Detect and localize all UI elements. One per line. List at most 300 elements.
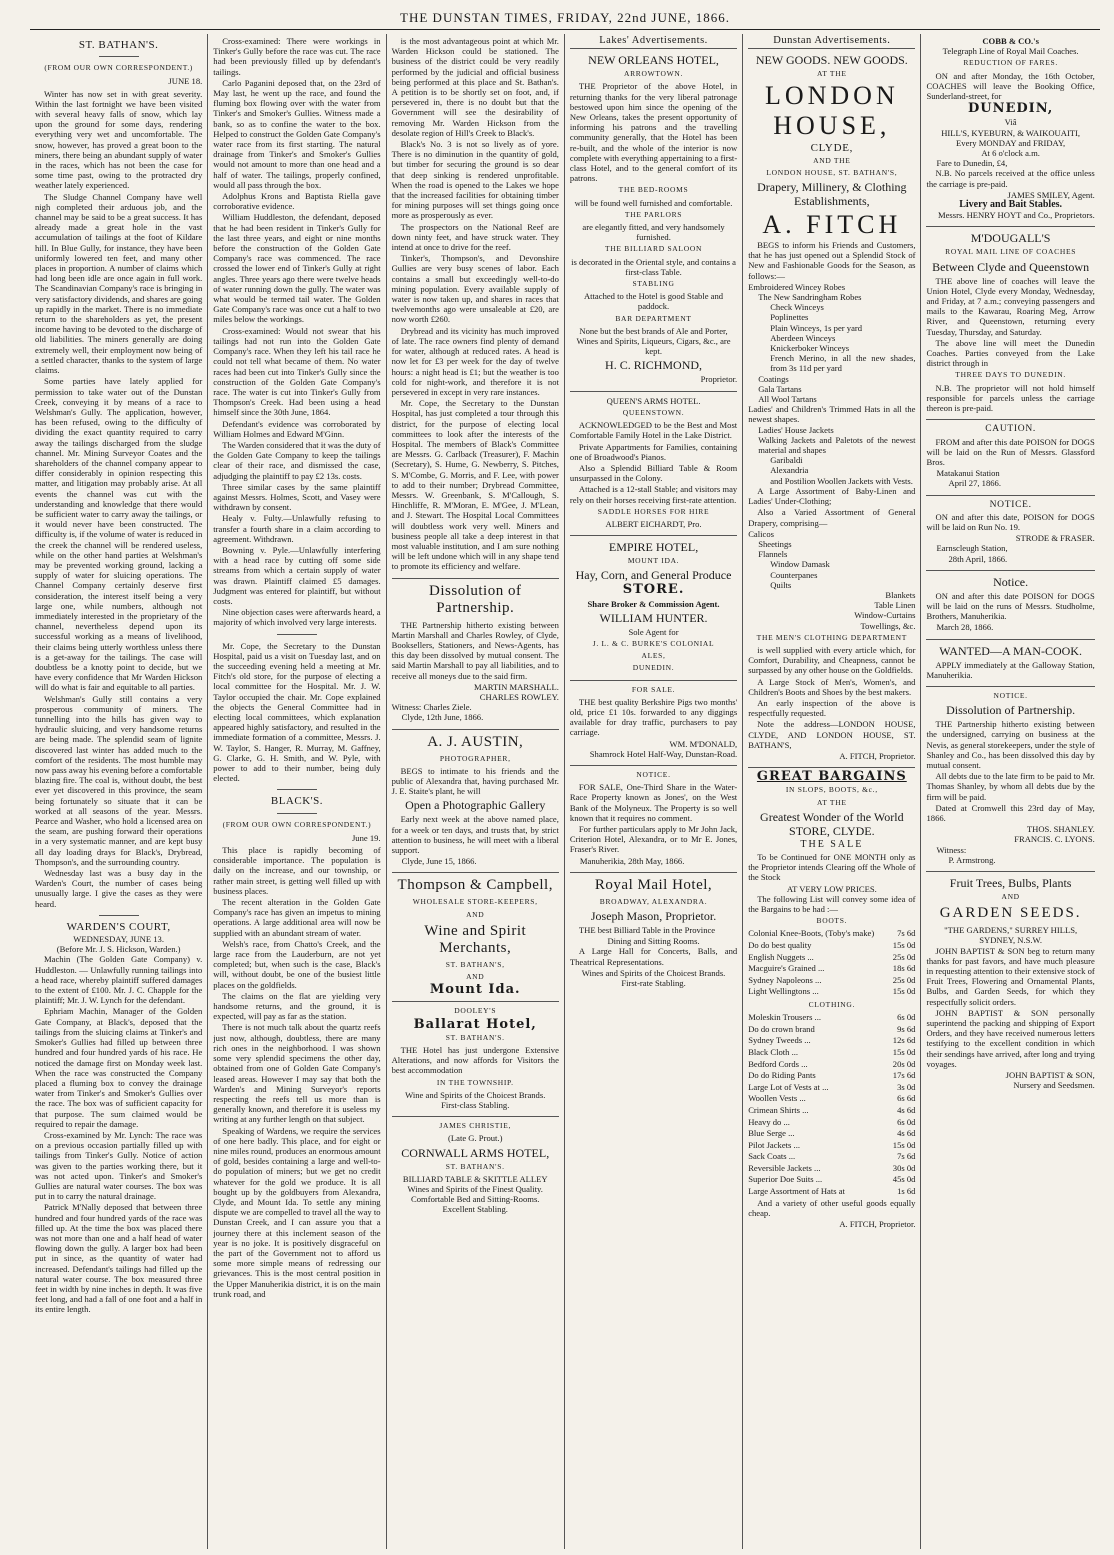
ad-body: N.B. The proprietor will not hold himself responsible for parcels unless the carriage thereon is pre-paid. xyxy=(926,382,1095,414)
price-item: Do do best quality xyxy=(748,940,812,950)
ad-witness: P. Armstrong. xyxy=(948,854,996,865)
ad-body: And a variety of other useful goods equally cheap. xyxy=(748,1197,916,1218)
ad-heading: H. C. RICHMOND, xyxy=(605,358,703,373)
price-list-clothing xyxy=(748,1012,915,1198)
ad-signature: Nursery and Seedsmen. xyxy=(1013,1080,1095,1091)
price-item: Light Wellingtons ... xyxy=(748,986,819,997)
divider xyxy=(99,56,139,57)
list-item: Aberdeen Winceys xyxy=(770,332,836,343)
ad-subheading: MOUNT IDA. xyxy=(627,556,680,566)
paragraph: Cross-examined: There were workings in Tinker's Gully before the race was cut. The race had been previously filled up by defendant's tailings. xyxy=(213,36,381,77)
ad-date: Manuherikia, 28th May, 1866. xyxy=(579,855,685,866)
ad-subheading: THE MEN'S CLOTHING DEPARTMENT xyxy=(756,632,907,642)
ad-line: First-class Stabling. xyxy=(441,1100,510,1111)
table-row xyxy=(748,963,915,975)
ad-body: A Large Hall for Concerts, Balls, and Theatrical Representations. xyxy=(569,946,738,967)
ad-line: ALBERT EICHARDT, Pro. xyxy=(605,518,702,529)
divider xyxy=(277,813,317,814)
price-item: Sydney Napoleons ... xyxy=(748,974,822,985)
price-item: Do do crown brand xyxy=(748,1023,815,1034)
price-value: 20s 0d xyxy=(892,1058,916,1069)
ad-heading: GREAT BARGAINS xyxy=(756,769,907,785)
ad-subheading: ALES, xyxy=(641,651,666,661)
ad-subheading: CAUTION. xyxy=(985,424,1036,435)
table-row xyxy=(748,1105,915,1117)
ad-body: An early inspection of the above is respectfully requested. xyxy=(748,697,916,719)
ad-subheading: ST. BATHAN'S. xyxy=(445,1161,505,1171)
ad-heading: A. FITCH xyxy=(762,210,902,240)
ad-subheading: AT THE xyxy=(817,797,847,807)
paragraph: Defendant's evidence was corroborated by William Holmes and Edward M'Ginn. xyxy=(213,418,381,439)
dateline: June 19. xyxy=(351,832,381,843)
price-item: Do do Riding Pants xyxy=(748,1070,816,1081)
price-item: Reversible Jackets ... xyxy=(748,1162,821,1173)
column-1 xyxy=(30,34,208,1549)
price-value: 1s 6d xyxy=(897,1186,916,1197)
ad-line: None but the best brands of Ale and Porter, Wines and Spirits, Liqueurs, Cigars, &c., are kept. xyxy=(576,325,731,357)
table-row xyxy=(748,1163,915,1175)
price-item: Blue Serge ... xyxy=(748,1128,795,1139)
ad-signature: Proprietor. xyxy=(700,374,738,385)
table-row xyxy=(748,1035,915,1047)
ad-heading: LONDON HOUSE, xyxy=(764,81,899,141)
ad-body: Note the address—LONDON HOUSE, CLYDE, AND LONDON HOUSE, ST. BATHAN'S, xyxy=(748,719,916,750)
paragraph: Bowning v. Pyle.—Unlawfully interfering with a head race by cutting off some side streams from which a certain supply of water was drawn. Plaintiff claimed £5 damages. Judgment was entered for plaintiff, but without costs. xyxy=(213,544,381,606)
ad-subheading: BROADWAY, ALEXANDRA. xyxy=(599,896,708,906)
paragraph: Ephriam Machin, Manager of the Golden Gate Company, at Black's, deposed that the tailings from the sluicing claims at Tinker's and Smoker's Gullies had filled up between three hundred and four hundred yards of his race. He noticed the damage first on Monday week last. When the race was constructed the Company placed a fluming box to convey the drainage water from Tinker's and Smoker's Gullies over the race. The box was of sufficient capacity for that purpose. The sum claimed would be required to repair the damage. xyxy=(35,1006,203,1129)
ad-subheading: AND THE xyxy=(813,155,851,165)
ad-body: Dated at Cromwell this 23rd day of May, 1866. xyxy=(926,802,1095,823)
price-item: Large Lot of Vests at ... xyxy=(748,1081,829,1092)
ad-signature: WM. M'DONALD, xyxy=(669,738,738,749)
price-value: 30s 0d xyxy=(892,1162,916,1173)
ad-line: are elegantly fitted, and very handsomely furnished. xyxy=(582,222,725,243)
ad-body: Also a Splendid Billiard Table & Room unsurpassed in the Colony. xyxy=(569,462,738,484)
price-value: 25s 0d xyxy=(892,951,916,962)
ad-body: FOR SALE, One-Third Share in the Water-Race Property known as Jones', on the West Bank of the Molyneux. The Property is so well known that it requires no comment. xyxy=(569,782,738,823)
ad-body: Attached is a 12-stall Stable; and visitors may rely on their horses receiving first-rate attention. xyxy=(569,484,738,505)
ad-body: THE Partnership hitherto existing between Martin Marshall and Charles Rowley, of Clyde, Booksellers, Stationers, and News-Agents, has this day been dissolved by mutual consent. The said Martin Marshall to pay all liabilities, and to receive all moneys due to the said firm. xyxy=(391,619,559,681)
paragraph: Three similar cases by the same plaintiff against Messrs. Holmes, Scott, and Vasey were withdrawn by consent. xyxy=(213,481,381,513)
ad-line: BILLIARD TABLE & SKITTLE ALLEY xyxy=(402,1173,548,1184)
ad-date: 28th April, 1866. xyxy=(948,553,1008,564)
ad-heading: Hay, Corn, and General Produce xyxy=(575,568,732,583)
ad-heading: NEW GOODS. NEW GOODS. xyxy=(755,53,908,68)
paragraph: Machin (The Golden Gate Company) v. Huddleston. — Unlawfully running tailings into a head race, whereby plaintiff suffered damages to the extent of £100. Mr. J. C. Chapple for the plaintiff; Mr. J. W. Lynch for the defendant. xyxy=(35,954,203,1006)
ad-heading: Drapery, Millinery, & Clothing Establishments, xyxy=(757,180,907,209)
ad-line: Sole Agent for xyxy=(628,626,679,637)
price-value: 17s 6d xyxy=(892,1070,916,1081)
ad-signature: JOHN BAPTIST & SON, xyxy=(1005,1070,1095,1081)
ad-body: ON and after this date, POISON for DOGS will be laid on Run No. 19. xyxy=(926,511,1095,532)
list-item: Coatings xyxy=(758,373,789,384)
ad-signature: THOS. SHANLEY. xyxy=(1026,824,1095,835)
ad-line: "THE GARDENS," SURREY HILLS, SYDNEY, N.S.W. xyxy=(944,925,1078,946)
ad-line: Dining and Sitting Rooms. xyxy=(607,936,700,947)
paragraph: Drybread and its vicinity has much improved of late. The race owners find plenty of demand for water, although at reduced rates. A head is now let for £3 per week for the day of twelve hours: a night head is £1; but the weather is too cold for night-work, and therefore it is not persevered in except in very rare instances. xyxy=(391,325,559,397)
list-item: Ladies' House Jackets xyxy=(758,424,834,435)
ad-heading: Open a Photographic Gallery xyxy=(405,798,546,813)
list-item: Plain Winceys, 1s per yard xyxy=(770,322,863,333)
divider xyxy=(392,872,559,873)
paragraph: Cross-examined: Would not swear that his tailings had not run into the Golden Gate Company's race. When they left his tail race he could not tell what became of them. No water races had been cut into Tinker's Gully since the construction of the Golden Gate Company's race. The water is cut into Tinker's Gully from Thompson's Creek. Had been using a head himself since the 30th June, 1864. xyxy=(213,325,381,418)
paragraph: Wednesday last was a busy day in the Warden's Court, the number of cases being unusually large. I give the cases as they were heard. xyxy=(35,868,203,909)
list-item: Garibaldi xyxy=(770,455,803,466)
table-row xyxy=(748,1047,915,1059)
ad-body: FROM and after this date POISON for DOGS will be laid on the Run of Messrs. Glassford Bros. xyxy=(926,436,1095,467)
ad-line: (Late G. Prout.) xyxy=(448,1133,503,1144)
ad-heading: M'DOUGALL'S xyxy=(970,231,1051,246)
price-value: 6s 6d xyxy=(897,1093,916,1104)
paragraph: Healy v. Fulty.—Unlawfully refusing to transfer a fourth share in a claim according to agreement. Withdrawn. xyxy=(213,513,381,544)
ad-body: BEGS to inform his Friends and Customers, that he has just opened out a Splendid Stock of New and Fashionable Goods for the Season, as follows:— xyxy=(748,240,916,281)
price-item: Black Cloth ... xyxy=(748,1046,799,1057)
ad-body: is well supplied with every article which, for Comfort, Durability, and Cheapness, cannot be surpassed by any other house on the Goldfields. xyxy=(748,644,916,676)
ad-subheading: THREE DAYS TO DUNEDIN. xyxy=(955,370,1066,380)
price-item: Sack Coats ... xyxy=(748,1151,796,1162)
price-item: English Nuggets ... xyxy=(748,951,814,962)
ad-subheading: THE BILLIARD SALOON xyxy=(605,244,703,254)
ad-subheading: DUNEDIN. xyxy=(632,663,675,673)
ad-body: THE best quality Berkshire Pigs two months' old, price £1 10s. forwarded to any diggings available for dray traffic, purchasers to pay carriage. xyxy=(569,696,738,738)
list-item: Sheetings xyxy=(758,538,792,549)
table-row xyxy=(748,975,915,987)
paragraph: Cross-examined by Mr. Lynch: The race was on a previous occasion partially filled up with tailings from Tinker's Gully. Notice of action was given to the parties working there, but it was not acted upon. Tinker's and Smoker's Gullies are natural water courses. The box was put in to carry the natural drainage. xyxy=(35,1129,203,1202)
ad-heading: DUNEDIN, xyxy=(967,101,1054,117)
ad-line: Every MONDAY and FRIDAY, xyxy=(956,137,1066,148)
ad-heading: Share Broker & Commission Agent. xyxy=(587,598,720,609)
ad-heading: Dissolution of Partnership. xyxy=(429,582,522,616)
list-item: Quilts xyxy=(770,579,792,590)
paragraph: Welsh's race, from Chatto's Creek, and the large race from the Lauderburn, are not yet completed; but, when such is the case, Black's will, without doubt, be one of the busiest little places on the goldfields. xyxy=(213,938,381,990)
price-value: 4s 6d xyxy=(897,1104,916,1115)
divider xyxy=(570,680,737,681)
divider xyxy=(570,765,737,766)
ad-heading: GARDEN SEEDS. xyxy=(939,905,1082,922)
ad-line: Earnscleugh Station, xyxy=(936,543,1008,554)
ad-subheading: PHOTOGRAPHER, xyxy=(439,753,511,763)
ad-heading: Fruit Trees, Bulbs, Plants xyxy=(949,876,1072,890)
paragraph: Tinker's, Thompson's, and Devonshire Gullies are very busy scenes of labor. Each contains a small but exceedingly well-to-do mining population. Every available supply of water is now taken up, and shares in races that twelvemonths ago were unsaleable at £20, are now worth £260. xyxy=(391,253,559,325)
ad-witness: Witness: xyxy=(936,844,967,855)
ad-body: To be Continued for ONE MONTH only as the Proprietor intends Clearing off the Whole of the Stock xyxy=(748,851,916,883)
paragraph: Welshman's Gully still contains a very prosperous community of miners. The tunnelling into the hills has given way to hydraulic sluicing, and very handsome returns are being made. The splendid seam of lignite discovered last winter has added much to the comfort of the residents. The most humble may now pass away his evening before a comfortable blazing fire. The coal is, without doubt, the best ever yet discovered in this province, the seam being fortunately so situate that it can be worked at all seasons of the year. Messrs. Pearce and Washer, who hold a licensed area on the seam, are pushing forward their operations in a very systematic manner, and are kept busy all day loading drays for Black's, Drybread, Thompson's, and the surrounding country. xyxy=(35,693,203,867)
ad-line: First-rate Stabling. xyxy=(621,978,686,989)
paragraph: There is not much talk about the quartz reefs just now, although, doubtless, there are many rich ones in the neighborhood. I was shown some very splendid specimens the other day, obtained from one of Golden Gate Company's leased areas. However I may say that both the Warden's and Mining Surveyor's reports respecting the reefs tell us more than is generally known, and therefore it is useless my writing at any further length on that subject. xyxy=(213,1022,381,1125)
ad-body: Also a Varied Assortment of General Drapery, comprising— xyxy=(748,507,916,528)
ad-line: is decorated in the Oriental style, and contains a first-class Table. xyxy=(571,256,736,277)
ad-subheading: LONDON HOUSE, ST. BATHAN'S, xyxy=(766,167,898,177)
list-item: All Wool Tartans xyxy=(758,394,817,405)
list-item: Towellings, &c. xyxy=(860,620,916,631)
list-item: Counterpanes xyxy=(770,569,818,580)
divider xyxy=(570,391,737,392)
column-4 xyxy=(565,34,743,1549)
paragraph: The Sludge Channel Company have well nigh completed their arduous job, and the channel may be said to be a great success. It has already made a great hole in the vast accumulation of tailings at the foot of Kildare hill. In Blue Gully, for instance, they have been uniformly lowered ten feet, and many other places in proportion. A number of claims which had long been idle are once again in full work. The Scandinavian Company's race is bringing in very satisfactory dividends, and shares are going up rapidly in the market. There is no immediate return to the shareholders as yet, the present income having to be devoted to the discharge of old liabilities. The miners generally are doing extremely well, their employment now being of a settled character, thanks to the system of large claims. xyxy=(35,191,203,376)
table-row xyxy=(748,1024,915,1036)
newspaper-columns xyxy=(30,34,1100,1549)
ad-body: ON and after Monday, the 16th October, COACHES will leave the Booking Office, Sunderland-street, for xyxy=(926,70,1095,102)
column-6 xyxy=(921,34,1099,1549)
price-value: 15s 0d xyxy=(892,986,916,997)
ad-heading: Royal Mail Hotel, xyxy=(594,876,713,893)
dateline: WEDNESDAY, JUNE 13. xyxy=(73,934,164,945)
paragraph: is the most advantageous point at which Mr. Warden Hickson could be stationed. The business of the district could be very readily performed by the judicial and official business being performed at this place and St. Bathan's. A petition is to be shortly set on foot, and, if persevered in, there is no doubt but that the Government will see the desirability of removing Mr. Warden Hickson from the desolate region of Hill's Creek to Black's. xyxy=(391,36,559,138)
ad-subheading: BAR DEPARTMENT xyxy=(615,313,692,323)
ad-subheading: NOTICE. xyxy=(636,769,671,779)
table-row xyxy=(748,1128,915,1140)
price-item: Large Assortment of Hats at xyxy=(748,1186,845,1197)
ad-subheading: FOR SALE. xyxy=(631,684,676,694)
table-row xyxy=(748,986,915,998)
price-list-boots xyxy=(748,928,915,998)
ad-body: BEGS to intimate to his friends and the public of Alexandra that, having purchased Mr. J. E. Staite's plant, he will xyxy=(391,765,559,797)
list-item: Blankets xyxy=(885,589,916,600)
ad-date: April 27, 1866. xyxy=(948,478,1001,489)
table-row xyxy=(748,952,915,964)
ad-subheading: ST. BATHAN'S, xyxy=(445,959,505,969)
section-heading: Dunstan Advertisements. xyxy=(748,36,915,49)
ad-body: JOHN BAPTIST & SON beg to return many thanks for past favors, and have much pleasure in requesting attention to their extensive stock of Fruit Trees, Flowering and Ornamental Plants, Bulbs, and Garden Seeds, for which they respectfully solicit orders. xyxy=(926,945,1095,1007)
ad-date: Clyde, 12th June, 1866. xyxy=(401,712,484,723)
ad-line: Wines and Spirits of the Choicest Brands. xyxy=(581,967,726,978)
dateline: JUNE 18. xyxy=(168,76,203,87)
list-item: Embroidered Wincey Robes xyxy=(748,281,846,292)
price-value: 4s 6d xyxy=(897,1128,916,1139)
paragraph: Black's No. 3 is not so lively as of yore. There is no diminution in the quantity of gold, but timber for securing the ground is so dear that deep sinking is rendered unprofitable. When the road is opened to the Lakes we hope that the increased facilities for obtaining timber for mining purposes will set things going once more as prosperously as ever. xyxy=(391,139,559,221)
divider xyxy=(926,639,1094,640)
ad-witness: Witness: Charles Ziele. xyxy=(391,702,472,713)
ad-subheading: QUEENSTOWN. xyxy=(622,407,685,417)
ad-body: THE above line of coaches will leave the Union Hotel, Clyde every Monday, Wednesday, and Friday, at 7 a.m.; conveying passengers and mails to the Kawarau, Roaring Meg, Arrow River, and Queenstown, returning every Tuesday, Thursday, and Saturday. xyxy=(926,275,1095,337)
list-item: Check Winceys xyxy=(770,302,824,313)
list-item: Window-Curtains xyxy=(854,610,916,621)
divider xyxy=(392,578,559,579)
ad-subheading: THE BED-ROOMS xyxy=(618,185,689,195)
ad-subheading: AT THE xyxy=(817,69,847,79)
ad-body: ACKNOWLEDGED to be the Best and Most Comfortable Family Hotel in the Lake District. xyxy=(569,420,738,441)
ad-heading: Greatest Wonder of the World STORE, CLYDE. xyxy=(760,809,904,838)
ad-date: Clyde, June 15, 1866. xyxy=(401,856,477,867)
list-item: Poplinettes xyxy=(770,312,809,323)
paragraph: Winter has now set in with great severity. Within the last fortnight we have been visited with several heavy falls of snow, which lay upon the ground for some days, rendering everything very wet and uncomfortable. The snow, however, has proved a great boon to the miners, there being an abundant supply of water in the races, which has not been the case for some time past, owing to the protracted dry weather lately experienced. xyxy=(35,88,203,191)
divider xyxy=(926,495,1094,496)
ad-subheading: STABLING xyxy=(632,279,675,289)
ad-heading: A. J. AUSTIN, xyxy=(427,733,524,750)
ad-subheading: J. L. & C. BURKE'S COLONIAL xyxy=(592,638,715,648)
article-heading: BLACK'S. xyxy=(270,795,324,808)
ad-subheading: REDUCTION OF FARES. xyxy=(963,58,1058,68)
list-item: Window Damask xyxy=(770,559,830,570)
divider xyxy=(926,570,1094,571)
ad-subheading: ROYAL MAIL LINE OF COACHES xyxy=(945,247,1077,257)
ad-line: will be found well furnished and comfortable. xyxy=(574,197,733,208)
ad-subheading: BOOTS. xyxy=(816,916,848,926)
ad-signature: JAMES SMILEY, Agent. xyxy=(1007,189,1095,200)
ad-signature: FRANCIS. C. LYONS. xyxy=(1014,834,1095,845)
ad-heading: Thompson & Campbell, xyxy=(397,877,553,894)
column-2 xyxy=(208,34,386,1549)
divider xyxy=(926,419,1094,420)
ad-heading: Notice. xyxy=(993,574,1029,589)
table-row xyxy=(748,1174,915,1186)
ad-body: The above line will meet the Dunedin Coaches. Parties conveyed from the Lake district through in xyxy=(926,337,1095,369)
ad-signature: CHARLES ROWLEY. xyxy=(479,691,559,702)
paragraph: Some parties have lately applied for permission to take water out of the Dunstan Creek, conveying it by means of a race to Welshman's Gully. The application, however, has been refused, owing to the difficulty of dividing the exact quantity required to carry away the tailings discharged from the sludge channel. Mr. Mining Surveyor Coates and the shareholders of the channel company appear to differ considerably in opinion respecting this matter, and litigation may probably arise. At all events the channel was cut with the understanding and knowledge that there would be sufficient water to carry away the tailings, or it would never have been constructed. The difficulty is, if the volume of water is reduced in the creek the channel will be rendered useless, while on the other hand parties at Welshman's may be prevented working ground, lacking a supply of water for sluicing operations. The Channel Company certainly deserve first consideration, the interest itself being a very large one, while numbers, although not immediately interested in the proprietary of the channel, nevertheless depend upon its successful working as a means of livelihood, their claims being utterly worthless unless there is a get-away for the tailings. The case will doubtless be a knotty point to decide, but we have every confidence that Mr Warden Hickson will do what is fair and equitable to all parties. xyxy=(35,376,203,693)
divider xyxy=(277,789,317,790)
ad-line: At 6 o'clock a.m. xyxy=(981,148,1040,159)
paragraph: Mr. Cope, the Secretary to the Dunstan Hospital, has just completed a tour through this district, for the purpose of electing local committees to look after the interests of the Hospital. The members of Black's Committee are Messrs. G. Carlback (Treasurer), F. Machin (Secretary), S. Hume, G. Newberry, S. Pitches, S. M'Combe, G. Morris, and F. Lee, with power to add to their number; Drybread Committee, Messrs. W. Greenbank, S. M'Callough, S. Hinchliffe, R. M'Moran, E. M'Gee, J. M'Lean, and J. Stewart. The Hospital Local Committees will doubtless work very well. Miners and business people all take a deep interest in that most valuable institution, and I am sure nothing will be left undone which will in any shape tend to promote its efficiency and welfare. xyxy=(391,398,559,572)
ad-line: Fare to Dunedin, £4, xyxy=(936,158,1008,169)
ad-line: Wines and Spirits of the Finest Quality. xyxy=(407,1184,543,1195)
price-value: 12s 6d xyxy=(892,1035,916,1046)
ad-heading: Livery and Bait Stables. xyxy=(959,199,1063,211)
ad-subheading: SADDLE HORSES FOR HIRE xyxy=(597,506,710,516)
divider xyxy=(99,915,139,916)
divider xyxy=(392,1116,559,1117)
paragraph: This place is rapidly becoming of considerable importance. The population is daily on the increase, and our township, or rather main street, is getting well filled up with business places. xyxy=(213,845,381,896)
ad-body: THE Hotel has just undergone Extensive Alterations, and now affords for Visitors the best accommodation xyxy=(391,1045,559,1076)
list-item: Gala Tartans xyxy=(758,383,802,394)
price-item: Moleskin Trousers ... xyxy=(748,1012,822,1023)
price-item: Colonial Knee-Boots, (Toby's make) xyxy=(748,928,875,939)
ad-line: Comfortable Bed and Sitting-Rooms. xyxy=(411,1194,540,1205)
table-row xyxy=(748,1186,915,1198)
ad-body: N.B. No parcels received at the office unless the carriage is pre-paid. xyxy=(926,168,1095,189)
ad-subheading: CLYDE, xyxy=(810,142,854,155)
paragraph: William Huddleston, the defendant, deposed that he had been resident in Tinker's Gully for the last three years, and eight or nine months before the construction of the Golden Gate Company's race was commenced. The race crossed the lower end of Tinker's Gully at right angles. Three years ago there were twelve heads of water running down the gully. The water was what would be termed tail water. The Golden Gate Company's race was once cut a half to two miles below the workings. xyxy=(213,212,381,325)
ad-heading: Dissolution of Partnership. xyxy=(946,703,1076,718)
ad-body: All debts due to the late firm to be paid to Mr. Thomas Shanley, by whom all debts due by the firm will be paid. xyxy=(926,771,1095,802)
ad-subheading: WHOLESALE STORE-KEEPERS, xyxy=(412,897,538,907)
ad-signature: Messrs. HENRY HOYT and Co., Proprietors. xyxy=(937,210,1095,221)
ad-signature: MARTIN MARSHALL. xyxy=(473,681,559,692)
ad-subheading: CLOTHING. xyxy=(808,999,856,1009)
table-row xyxy=(748,1140,915,1152)
ad-subheading: THE PARLORS xyxy=(624,209,683,219)
court-before: (Before Mr. J. S. Hickson, Warden.) xyxy=(56,944,181,955)
ad-subheading: IN THE TOWNSHIP. xyxy=(436,1077,514,1087)
ad-signature: A. FITCH, Proprietor. xyxy=(839,750,916,761)
table-row xyxy=(748,928,915,940)
ad-heading: WANTED—A MAN-COOK. xyxy=(939,643,1082,658)
ad-body: Early next week at the above named place, for a week or ten days, and trusts that, by strict attention to business, he will meet with a liberal support. xyxy=(391,814,559,856)
list-item: and Postilion Woollen Jackets with Vests. xyxy=(770,475,913,486)
table-row xyxy=(748,1059,915,1071)
divider xyxy=(926,871,1094,872)
price-value: 7s 6d xyxy=(897,1151,916,1162)
ad-heading: Ballarat Hotel, xyxy=(413,1016,537,1032)
list-item: Calicos xyxy=(748,528,774,539)
list-item: Table Linen xyxy=(874,600,916,611)
list-item: Flannels xyxy=(758,549,788,560)
table-row xyxy=(748,1012,915,1024)
paragraph: The claims on the flat are yielding very handsome returns, and the ground, it is expected, will pay as far as the station. xyxy=(213,990,381,1022)
list-item: Walking Jackets and Paletots of the newest material and shapes xyxy=(758,434,916,456)
divider xyxy=(570,872,737,873)
table-row xyxy=(748,1070,915,1082)
ad-subheading: JAMES CHRISTIE, xyxy=(439,1121,512,1131)
ad-signature: STRODE & FRASER. xyxy=(1015,533,1095,544)
ad-body: JOHN BAPTIST & SON personally superintend the packing and shipping of Export Orders, and they have received numerous letters testifying to the excellent condition in which their sendings have arrived, after long and trying voyages. xyxy=(926,1007,1095,1069)
article-heading: WARDEN'S COURT, xyxy=(66,920,171,933)
ad-heading: NEW ORLEANS HOTEL, xyxy=(588,53,719,68)
ad-heading: Joseph Mason, Proprietor. xyxy=(590,909,717,923)
ad-line: Wine and Spirits of the Choicest Brands. xyxy=(405,1089,546,1100)
paragraph: The Warden considered that it was the duty of the Golden Gate Company to keep the tailings clear of their race, and dismissed the case, adjudging the plaintiff to pay £2 13s. costs. xyxy=(213,439,381,481)
table-row xyxy=(748,1117,915,1129)
ad-heading: EMPIRE HOTEL, xyxy=(608,540,699,555)
price-item: Pilot Jackets ... xyxy=(748,1139,800,1150)
ad-line: Viâ xyxy=(1004,117,1017,128)
price-value: 15s 0d xyxy=(892,1139,916,1150)
ad-subheading: THE SALE xyxy=(800,838,864,850)
byline: (FROM OUR OWN CORRESPONDENT.) xyxy=(44,63,193,73)
price-value: 45s 0d xyxy=(892,1174,916,1185)
ad-heading: Wine and Spirit Merchants, xyxy=(424,922,527,956)
divider xyxy=(277,634,317,635)
price-item: Superior Doe Suits ... xyxy=(748,1174,823,1185)
ad-subheading: NOTICE. xyxy=(989,499,1032,510)
list-item: Knickerboker Winceys xyxy=(770,343,850,354)
paragraph: The recent alteration in the Golden Gate Company's race has given an impetus to mining operations. A large additional area will now be supplied with an abundant stream of water. xyxy=(213,897,381,938)
price-item: Sydney Tweeds ... xyxy=(748,1035,811,1046)
article-heading: ST. BATHAN'S. xyxy=(78,39,159,51)
divider xyxy=(748,767,915,768)
paragraph: Carlo Paganini deposed that, on the 23rd of May last, he went up the race, and found the fluming box flowing over with the water from Tinker's and Smoker's Gullies. Witness made a bank, so as to confine the water to the box. Helped to construct the Golden Gate Company's water race from its first starting. The natural drainage from Tinker's and Smoker's Gullies would not amount to more than one head and a half of water. The tailings, properly confined, would all pass through the box. xyxy=(213,77,381,190)
ad-body: A Large Assortment of Baby-Linen and Ladies' Under-Clothing; xyxy=(748,485,916,507)
paragraph: Adolphus Krons and Baptista Riella gave corroborative evidence. xyxy=(213,191,381,212)
ad-subheading: ST. BATHAN'S. xyxy=(445,1032,505,1042)
section-heading: Lakes' Advertisements. xyxy=(570,36,737,49)
ad-signature: A. FITCH, Proprietor. xyxy=(839,1219,916,1230)
price-value: 9s 6d xyxy=(897,1023,916,1034)
column-3 xyxy=(387,34,565,1549)
paragraph: Speaking of Wardens, we require the services of one here badly. This place, and for eight or nine miles round, produces an enormous amount of gold, besides containing a large and well-to-do population of miners; but we get no credit whatever for the gold we produce. It is all bought up by the goldbuyers from Alexandra, Clyde, and Mount Ida. To settle any mining dispute we are compelled to travel all the way to Dunstan Creek, and I can assure you that a journey there at this inclement season of the year is no joke. It is positively disgraceful on the part of the Government not to afford us some more simple means of redressing our grievances. This is the most central position in the Upper Manuherikia district, it is on the main trunk road, and xyxy=(213,1125,381,1299)
paragraph: Nine objection cases were afterwards heard, a majority of which involved very large interests. xyxy=(213,607,381,628)
price-value: 25s 0d xyxy=(892,974,916,985)
ad-body: THE Partnership hitherto existing between the undersigned, carrying on business at the Nevis, as general storekeepers, under the style of Shanley and Co., has been dissolved this day by mutual consent. xyxy=(926,719,1095,770)
price-value: 18s 6d xyxy=(892,963,916,974)
table-row xyxy=(748,1151,915,1163)
ad-heading: STORE. xyxy=(622,582,685,598)
ad-body: THE Proprietor of the above Hotel, in returning thanks for the very liberal patronage bestowed upon him since the opening of the New Orleans, takes the present opportunity of informing his patrons and the travelling community generally, that the Hotel has been re-built, and the whole of the interior is now complete with everything appertaining to a first-class Hotel, and to the general comfort of its patrons. xyxy=(569,81,738,184)
ad-body: THE best Billiard Table in the Province xyxy=(578,925,716,935)
ad-body: For further particulars apply to Mr John Jack, Criterion Hotel, Alexandra, or to Mr E. Jones, Fraser's River. xyxy=(569,823,738,855)
table-row xyxy=(748,1082,915,1094)
paragraph: Mr. Cope, the Secretary to the Dunstan Hospital, paid us a visit on Tuesday last, and on the succeeding evening held a meeting at Mr. Fitch's old store, for the purpose of electing a local committee for the Hospital. Mr. J. W. Taylor occupied the chair. Mr. Cope explained the objects the General Committee had in electing local committees, which explanation appeared highly satisfactory, and resulted in the immediate formation of a committee, Messrs. J. W. Taylor, S. Hanger, R. Murray, M. Gaffney, G. Clarke, G. H. Smith, and W. Pyle, with power to add to their number, being duly elected. xyxy=(213,640,381,784)
ad-subheading: AND xyxy=(466,909,485,919)
price-value: 15s 0d xyxy=(892,1046,916,1057)
list-item: The New Sandringham Robes xyxy=(758,292,862,303)
ad-heading: COBB & CO.'s xyxy=(982,36,1039,46)
ad-line: Excellent Stabling. xyxy=(442,1204,508,1215)
price-item: Heavy do ... xyxy=(748,1116,790,1127)
ad-body: Private Appartments for Families, containing one of Broadwood's Pianos. xyxy=(569,441,738,462)
ad-heading: Between Clyde and Queenstown xyxy=(932,259,1090,274)
ad-subheading: IN SLOPS, BOOTS, &c., xyxy=(785,785,878,795)
table-row xyxy=(748,940,915,952)
ad-subheading: AND xyxy=(466,972,485,982)
price-value: 3s 0d xyxy=(897,1081,916,1092)
ad-subheading: DOOLEY'S xyxy=(454,1006,497,1016)
table-row xyxy=(748,1093,915,1105)
divider xyxy=(926,686,1094,687)
divider xyxy=(926,226,1094,227)
ad-heading: Telegraph Line of Royal Mail Coaches. xyxy=(942,46,1079,57)
column-5 xyxy=(743,34,921,1549)
price-value: 7s 6d xyxy=(897,928,916,939)
